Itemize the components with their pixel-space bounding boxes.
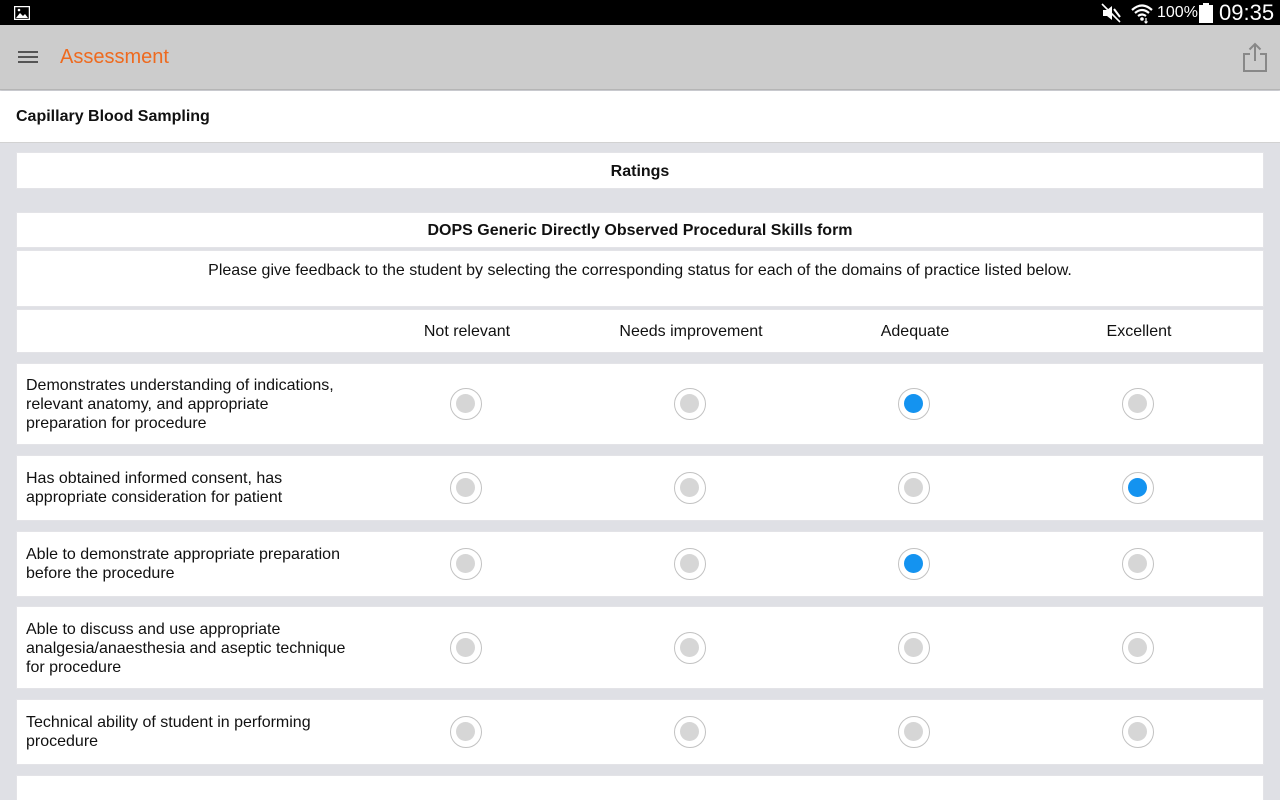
column-excellent: Excellent [1106, 323, 1172, 340]
battery-icon [1199, 3, 1213, 23]
rating-row [16, 531, 1264, 597]
radio-adequate[interactable] [898, 388, 930, 420]
clock: 09:35 [1219, 0, 1275, 25]
radio-needs-improvement[interactable] [674, 472, 706, 504]
rating-row [16, 363, 1264, 445]
rating-row [16, 699, 1264, 765]
rating-row-label: Demonstrates understanding of indications, relevant anatomy, and appropriate preparation for procedure [26, 377, 334, 432]
rating-row-partial [16, 775, 1264, 800]
radio-needs-improvement[interactable] [674, 388, 706, 420]
mute-icon [1101, 3, 1121, 23]
column-needs-improvement: Needs improvement [619, 323, 763, 340]
procedure-header [0, 91, 1280, 143]
rating-row [16, 455, 1264, 521]
radio-needs-improvement[interactable] [674, 716, 706, 748]
radio-adequate[interactable] [898, 548, 930, 580]
radio-not-relevant[interactable] [450, 716, 482, 748]
form-instructions: Please give feedback to the student by selecting the corresponding status for each of the domains of practice listed below. [16, 250, 1264, 307]
radio-adequate[interactable] [898, 716, 930, 748]
radio-not-relevant[interactable] [450, 548, 482, 580]
radio-excellent[interactable] [1122, 548, 1154, 580]
radio-needs-improvement[interactable] [674, 632, 706, 664]
radio-adequate[interactable] [898, 472, 930, 504]
ratings-header: Ratings [16, 152, 1264, 189]
rating-row-label: Able to demonstrate appropriate preparation before the procedure [26, 546, 340, 582]
rating-row-label: Has obtained informed consent, has appropriate consideration for patient [26, 470, 283, 506]
share-icon[interactable] [1240, 41, 1270, 73]
gallery-icon [14, 6, 30, 20]
column-adequate: Adequate [880, 323, 950, 340]
radio-excellent[interactable] [1122, 632, 1154, 664]
column-not-relevant: Not relevant [423, 323, 511, 340]
form-title: DOPS Generic Directly Observed Procedural Skills form [16, 212, 1264, 248]
battery-percentage: 100% [1157, 4, 1198, 21]
page-title: Assessment [60, 46, 169, 68]
rating-row [16, 606, 1264, 689]
procedure-name: Capillary Blood Sampling [16, 108, 210, 125]
rating-row-label: Technical ability of student in performing procedure [26, 714, 311, 750]
radio-excellent[interactable] [1122, 472, 1154, 504]
radio-excellent[interactable] [1122, 388, 1154, 420]
app-bar [0, 25, 1280, 90]
rating-column-headers [16, 309, 1264, 353]
status-bar [0, 0, 1280, 25]
radio-excellent[interactable] [1122, 716, 1154, 748]
wifi-icon [1130, 2, 1154, 24]
radio-adequate[interactable] [898, 632, 930, 664]
radio-not-relevant[interactable] [450, 472, 482, 504]
menu-icon[interactable] [14, 45, 42, 69]
radio-not-relevant[interactable] [450, 632, 482, 664]
radio-needs-improvement[interactable] [674, 548, 706, 580]
rating-row-label: Able to discuss and use appropriate analgesia/anaesthesia and aseptic technique for procedure [26, 621, 346, 676]
radio-not-relevant[interactable] [450, 388, 482, 420]
